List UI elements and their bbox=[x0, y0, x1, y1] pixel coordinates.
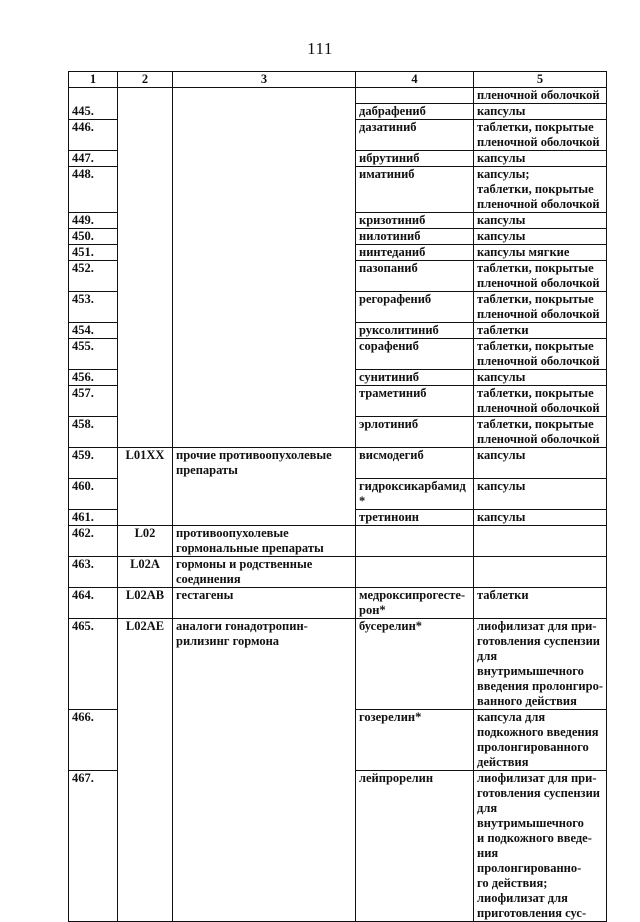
table-cell-code: L01XX bbox=[118, 448, 173, 479]
table-cell-group bbox=[173, 556, 356, 587]
table-cell-form bbox=[474, 167, 607, 213]
table-cell bbox=[173, 88, 356, 104]
table-cell-drug: третиноин bbox=[356, 509, 474, 525]
table-cell-group bbox=[173, 245, 356, 261]
table-cell-form bbox=[474, 245, 607, 261]
form-line: таблетки, покрытые bbox=[477, 417, 594, 431]
table-cell-group bbox=[173, 213, 356, 229]
table-row bbox=[69, 151, 607, 167]
form-line: капсулы; bbox=[477, 167, 530, 181]
table-cell-drug: кризотиниб bbox=[356, 213, 474, 229]
form-line: капсулы мягкие bbox=[477, 245, 570, 259]
table-cell-drug: сунитиниб bbox=[356, 370, 474, 386]
table-cell-code bbox=[118, 709, 173, 770]
table-row bbox=[69, 556, 607, 587]
table-cell-code bbox=[118, 386, 173, 417]
table-cell-group bbox=[173, 104, 356, 120]
table-cell-form bbox=[474, 386, 607, 417]
table-cell-form bbox=[474, 618, 607, 709]
table-cell-drug: эрлотиниб bbox=[356, 417, 474, 448]
form-line: таблетки bbox=[477, 323, 529, 337]
table-row bbox=[69, 245, 607, 261]
form-line: капсулы bbox=[477, 370, 526, 384]
table-cell-form bbox=[474, 448, 607, 479]
table-cell-drug: руксолитиниб bbox=[356, 323, 474, 339]
table-cell-form bbox=[474, 339, 607, 370]
table-cell-drug: бусерелин* bbox=[356, 618, 474, 709]
table-cell-number: 450. bbox=[69, 229, 118, 245]
group-line: прочие противоопухолевые bbox=[176, 448, 332, 462]
table-cell-group bbox=[173, 478, 356, 509]
table-cell-group bbox=[173, 525, 356, 556]
form-line: капсулы bbox=[477, 229, 526, 243]
header-col-5: 5 bbox=[474, 72, 607, 88]
continued-row bbox=[69, 88, 607, 104]
table-cell-drug bbox=[356, 587, 474, 618]
table-cell-form bbox=[474, 525, 607, 556]
header-col-2: 2 bbox=[118, 72, 173, 88]
table-cell-drug: пазопаниб bbox=[356, 261, 474, 292]
table-cell-number: 461. bbox=[69, 509, 118, 525]
form-line: го действия; bbox=[477, 875, 548, 890]
table-row bbox=[69, 770, 607, 921]
table-cell-form bbox=[474, 323, 607, 339]
table-cell-code bbox=[118, 509, 173, 525]
table-cell-number: 459. bbox=[69, 448, 118, 479]
form-line: пленочной оболочкой bbox=[477, 276, 600, 290]
table-cell-form bbox=[474, 104, 607, 120]
form-line: пленочной оболочкой bbox=[477, 354, 600, 368]
table-cell-group bbox=[173, 120, 356, 151]
table-row bbox=[69, 587, 607, 618]
form-line: ния пролонгированно- bbox=[477, 845, 582, 875]
table-row bbox=[69, 104, 607, 120]
form-line: ванного действия bbox=[477, 693, 577, 708]
table-cell-group bbox=[173, 587, 356, 618]
table-cell-number: 464. bbox=[69, 587, 118, 618]
table-cell-number: 452. bbox=[69, 261, 118, 292]
table-row bbox=[69, 509, 607, 525]
group-line: гормоны и родственные bbox=[176, 556, 313, 571]
form-line: капсула для bbox=[477, 709, 546, 724]
table-cell-code bbox=[118, 339, 173, 370]
table-body bbox=[69, 88, 607, 922]
table-cell-code bbox=[118, 323, 173, 339]
table-cell-code bbox=[118, 245, 173, 261]
table-cell-code bbox=[118, 229, 173, 245]
form-line: лиофилизат для bbox=[477, 890, 568, 905]
table-cell-group bbox=[173, 618, 356, 709]
table-cell-number: 446. bbox=[69, 120, 118, 151]
drug-table bbox=[68, 71, 607, 922]
form-line: готовления суспензии bbox=[477, 633, 600, 648]
table-cell-form bbox=[474, 120, 607, 151]
table-cell-group bbox=[173, 167, 356, 213]
table-cell-drug bbox=[356, 556, 474, 587]
table-cell-group bbox=[173, 370, 356, 386]
table-cell-number: 455. bbox=[69, 339, 118, 370]
table-cell-number: 445. bbox=[69, 104, 118, 120]
table-row bbox=[69, 229, 607, 245]
table-cell-code bbox=[118, 151, 173, 167]
table-cell bbox=[69, 88, 118, 104]
table-row bbox=[69, 478, 607, 509]
table-cell-number: 456. bbox=[69, 370, 118, 386]
table-cell-drug: дабрафениб bbox=[356, 104, 474, 120]
form-line: пленочной оболочкой bbox=[477, 401, 600, 415]
form-line: пролонгированного bbox=[477, 739, 589, 754]
group-line: гестагены bbox=[176, 587, 234, 602]
table-cell-group bbox=[173, 229, 356, 245]
table-cell-form: пленочной оболочкой bbox=[474, 88, 607, 104]
table-cell-code bbox=[118, 292, 173, 323]
table-row bbox=[69, 525, 607, 556]
table-cell-form bbox=[474, 417, 607, 448]
table-cell bbox=[356, 88, 474, 104]
table-row bbox=[69, 448, 607, 479]
form-line: и подкожного введе- bbox=[477, 830, 592, 845]
form-line: пленочной оболочкой bbox=[477, 432, 600, 446]
table-row bbox=[69, 292, 607, 323]
form-line: капсулы bbox=[477, 448, 526, 462]
drug-line: медроксипрогесте- bbox=[359, 587, 466, 602]
table-cell-number: 449. bbox=[69, 213, 118, 229]
table-cell-code bbox=[118, 261, 173, 292]
table-cell-number: 458. bbox=[69, 417, 118, 448]
form-line: капсулы bbox=[477, 213, 526, 227]
form-line: капсулы bbox=[477, 509, 526, 524]
table-cell-drug bbox=[356, 525, 474, 556]
table-cell-group bbox=[173, 292, 356, 323]
form-line: лиофилизат для при- bbox=[477, 618, 597, 633]
table-cell-code bbox=[118, 770, 173, 921]
table-cell-code bbox=[118, 370, 173, 386]
table-row bbox=[69, 120, 607, 151]
table-cell-group bbox=[173, 417, 356, 448]
form-line: действия bbox=[477, 754, 529, 769]
form-line: таблетки bbox=[477, 587, 529, 602]
form-line: капсулы bbox=[477, 478, 526, 493]
table-row bbox=[69, 709, 607, 770]
table-cell-drug: висмодегиб bbox=[356, 448, 474, 479]
table-cell-form bbox=[474, 229, 607, 245]
group-line: соединения bbox=[176, 571, 241, 586]
form-line: таблетки, покрытые bbox=[477, 182, 594, 196]
table-row bbox=[69, 213, 607, 229]
table-cell-form bbox=[474, 213, 607, 229]
form-line: введения пролонгиро- bbox=[477, 678, 603, 693]
table-cell-form bbox=[474, 770, 607, 921]
table-cell-group bbox=[173, 151, 356, 167]
table-cell-drug: траметиниб bbox=[356, 386, 474, 417]
table-cell-number: 453. bbox=[69, 292, 118, 323]
table-cell-code: L02A bbox=[118, 556, 173, 587]
group-line: противоопухолевые bbox=[176, 525, 289, 540]
table-cell-drug: регорафениб bbox=[356, 292, 474, 323]
table-cell-drug: дазатиниб bbox=[356, 120, 474, 151]
table-cell-group bbox=[173, 709, 356, 770]
table-cell-number: 448. bbox=[69, 167, 118, 213]
table-cell-drug: гозерелин* bbox=[356, 709, 474, 770]
table-cell-drug: нилотиниб bbox=[356, 229, 474, 245]
table-cell-form bbox=[474, 151, 607, 167]
table-cell-drug: ибрутиниб bbox=[356, 151, 474, 167]
table-cell-number: 454. bbox=[69, 323, 118, 339]
table-row bbox=[69, 618, 607, 709]
header-col-3: 3 bbox=[173, 72, 356, 88]
form-line: пленочной оболочкой bbox=[477, 307, 600, 321]
table-cell-form bbox=[474, 556, 607, 587]
table-cell-group bbox=[173, 386, 356, 417]
form-line: таблетки, покрытые bbox=[477, 261, 594, 275]
table-row bbox=[69, 323, 607, 339]
table-cell-number: 462. bbox=[69, 525, 118, 556]
form-line: капсулы bbox=[477, 151, 526, 165]
drug-line: рон* bbox=[359, 602, 386, 617]
group-line: рилизинг гормона bbox=[176, 633, 280, 648]
table-cell-group bbox=[173, 339, 356, 370]
table-cell-drug: сорафениб bbox=[356, 339, 474, 370]
table-cell-code bbox=[118, 213, 173, 229]
table-cell-number: 465. bbox=[69, 618, 118, 709]
table-cell-code bbox=[118, 104, 173, 120]
form-line: для внутримышечного bbox=[477, 800, 584, 830]
form-line: таблетки, покрытые bbox=[477, 292, 594, 306]
table-cell-number: 460. bbox=[69, 478, 118, 509]
header-row bbox=[69, 72, 607, 88]
table-cell-group bbox=[173, 509, 356, 525]
table-cell-number: 457. bbox=[69, 386, 118, 417]
table-cell-form bbox=[474, 261, 607, 292]
form-line: пленочной оболочкой bbox=[477, 197, 600, 211]
table-cell bbox=[118, 88, 173, 104]
form-line: подкожного введения bbox=[477, 724, 599, 739]
table-cell-number: 463. bbox=[69, 556, 118, 587]
table-cell-drug: нинтеданиб bbox=[356, 245, 474, 261]
table-cell-number: 467. bbox=[69, 770, 118, 921]
table-cell-group bbox=[173, 261, 356, 292]
table-cell-code: L02AB bbox=[118, 587, 173, 618]
table-cell-code: L02 bbox=[118, 525, 173, 556]
table-cell-code bbox=[118, 417, 173, 448]
table-cell-group bbox=[173, 323, 356, 339]
table-row bbox=[69, 339, 607, 370]
header-col-1: 1 bbox=[69, 72, 118, 88]
form-line: таблетки, покрытые bbox=[477, 339, 594, 353]
table-cell-group bbox=[173, 770, 356, 921]
table-cell-drug: лейпрорелин bbox=[356, 770, 474, 921]
table-cell-form bbox=[474, 478, 607, 509]
group-line: препараты bbox=[176, 463, 238, 477]
table-row bbox=[69, 261, 607, 292]
table-row bbox=[69, 167, 607, 213]
form-line: готовления суспензии bbox=[477, 785, 600, 800]
table-cell-form bbox=[474, 709, 607, 770]
table-cell-code: L02AE bbox=[118, 618, 173, 709]
table-cell-number: 466. bbox=[69, 709, 118, 770]
table-row bbox=[69, 386, 607, 417]
table-cell-form bbox=[474, 509, 607, 525]
form-line: для внутримышечного bbox=[477, 648, 584, 678]
group-line: гормональные препараты bbox=[176, 540, 324, 555]
table-cell-drug: иматиниб bbox=[356, 167, 474, 213]
table-cell-number: 447. bbox=[69, 151, 118, 167]
table-cell-number: 451. bbox=[69, 245, 118, 261]
form-line: лиофилизат для при- bbox=[477, 770, 597, 785]
form-line: пленочной оболочкой bbox=[477, 135, 600, 149]
table-row bbox=[69, 370, 607, 386]
table-row bbox=[69, 417, 607, 448]
form-line: капсулы bbox=[477, 104, 526, 118]
table-cell-code bbox=[118, 120, 173, 151]
form-line: таблетки, покрытые bbox=[477, 120, 594, 134]
form-line: таблетки, покрытые bbox=[477, 386, 594, 400]
table-cell-form bbox=[474, 587, 607, 618]
table-cell-group bbox=[173, 448, 356, 479]
table-cell-code bbox=[118, 478, 173, 509]
table-cell-drug: гидроксикарбамид* bbox=[356, 478, 474, 509]
group-line: аналоги гонадотропин- bbox=[176, 618, 308, 633]
table-cell-form bbox=[474, 370, 607, 386]
table-cell-code bbox=[118, 167, 173, 213]
header-col-4: 4 bbox=[356, 72, 474, 88]
page-number: 111 bbox=[307, 39, 333, 58]
form-line: приготовления сус- bbox=[477, 905, 587, 920]
table-cell-form bbox=[474, 292, 607, 323]
